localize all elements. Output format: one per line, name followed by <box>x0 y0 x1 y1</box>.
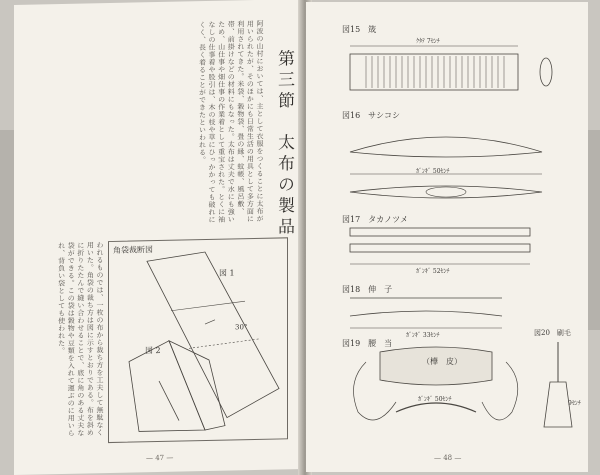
caption-fig17: 図17 タカノツメ <box>342 215 409 224</box>
diagram-title: 角袋裁断図 <box>113 245 153 255</box>
body-text-upper: 阿波の山村においては、主として衣服をつくることに太布が用いられたが、そのほかにも日常生活の用具として多方面に利用されてきた。米袋、穀物袋、畳の縁、蚊帳、風呂敷、帯、前掛けなどの材料にもなった。太布は丈夫で水にも強いため、山仕事や畑仕事の作業着として重宝された。とくに袖なしの仕事着や股引は、木の枝や草にひっかかっても破れにくく、長く着ることができたといわれる。 <box>198 19 264 224</box>
body-text-lower: われるものでは、一枚の布から裁ち方を工夫して無駄なく用いた。角袋の裁ち方は図に示すとおりである。布を斜めに折りたたんで縫い合わせることで、底に角のある丈夫な袋ができる。この袋は穀物や豆類を入れて運ぶのに用いられ、背負い袋としても使われた。 <box>57 241 104 437</box>
caption-fig15: 図15 筬 <box>342 25 377 34</box>
page-number-right: — 48 — <box>434 454 462 462</box>
dim-fig18: ｶﾞﾝｷﾞ 33ｾﾝﾁ <box>406 332 440 339</box>
cutting-diagram-box <box>108 237 288 443</box>
angle-label: 30° <box>235 323 248 332</box>
cutting-diagram <box>109 238 287 442</box>
page-number-left: — 47 — <box>146 453 174 463</box>
caption-fig20: 図20 刷毛 <box>534 329 571 337</box>
section-title: 第三節 太布の製品 <box>274 49 294 239</box>
dim-fig16: ｶﾞﾝｷﾞ 50ｾﾝﾁ <box>416 168 450 175</box>
caption-fig16: 図16 サシコシ <box>342 111 401 120</box>
fig2-label: 図 2 <box>145 345 161 356</box>
caption-fig19: 図19 腰 当 <box>342 339 393 348</box>
dim-fig20: 9ｾﾝﾁ <box>568 400 581 407</box>
fig1-label: 図 1 <box>219 268 235 278</box>
dim-fig19: ｶﾞﾝｷﾞ 50ｾﾝﾁ <box>418 396 452 403</box>
koshiate-label: （樺 皮） <box>422 357 462 366</box>
right-page <box>306 2 588 472</box>
left-page <box>14 0 304 475</box>
caption-fig18: 図18 伸 子 <box>342 285 393 294</box>
dim-fig17: ｶﾞﾝｷﾞ 52ｾﾝﾁ <box>416 268 450 275</box>
dim-fig15: ｸﾀﾃ 7ｾﾝﾁ <box>416 38 440 45</box>
